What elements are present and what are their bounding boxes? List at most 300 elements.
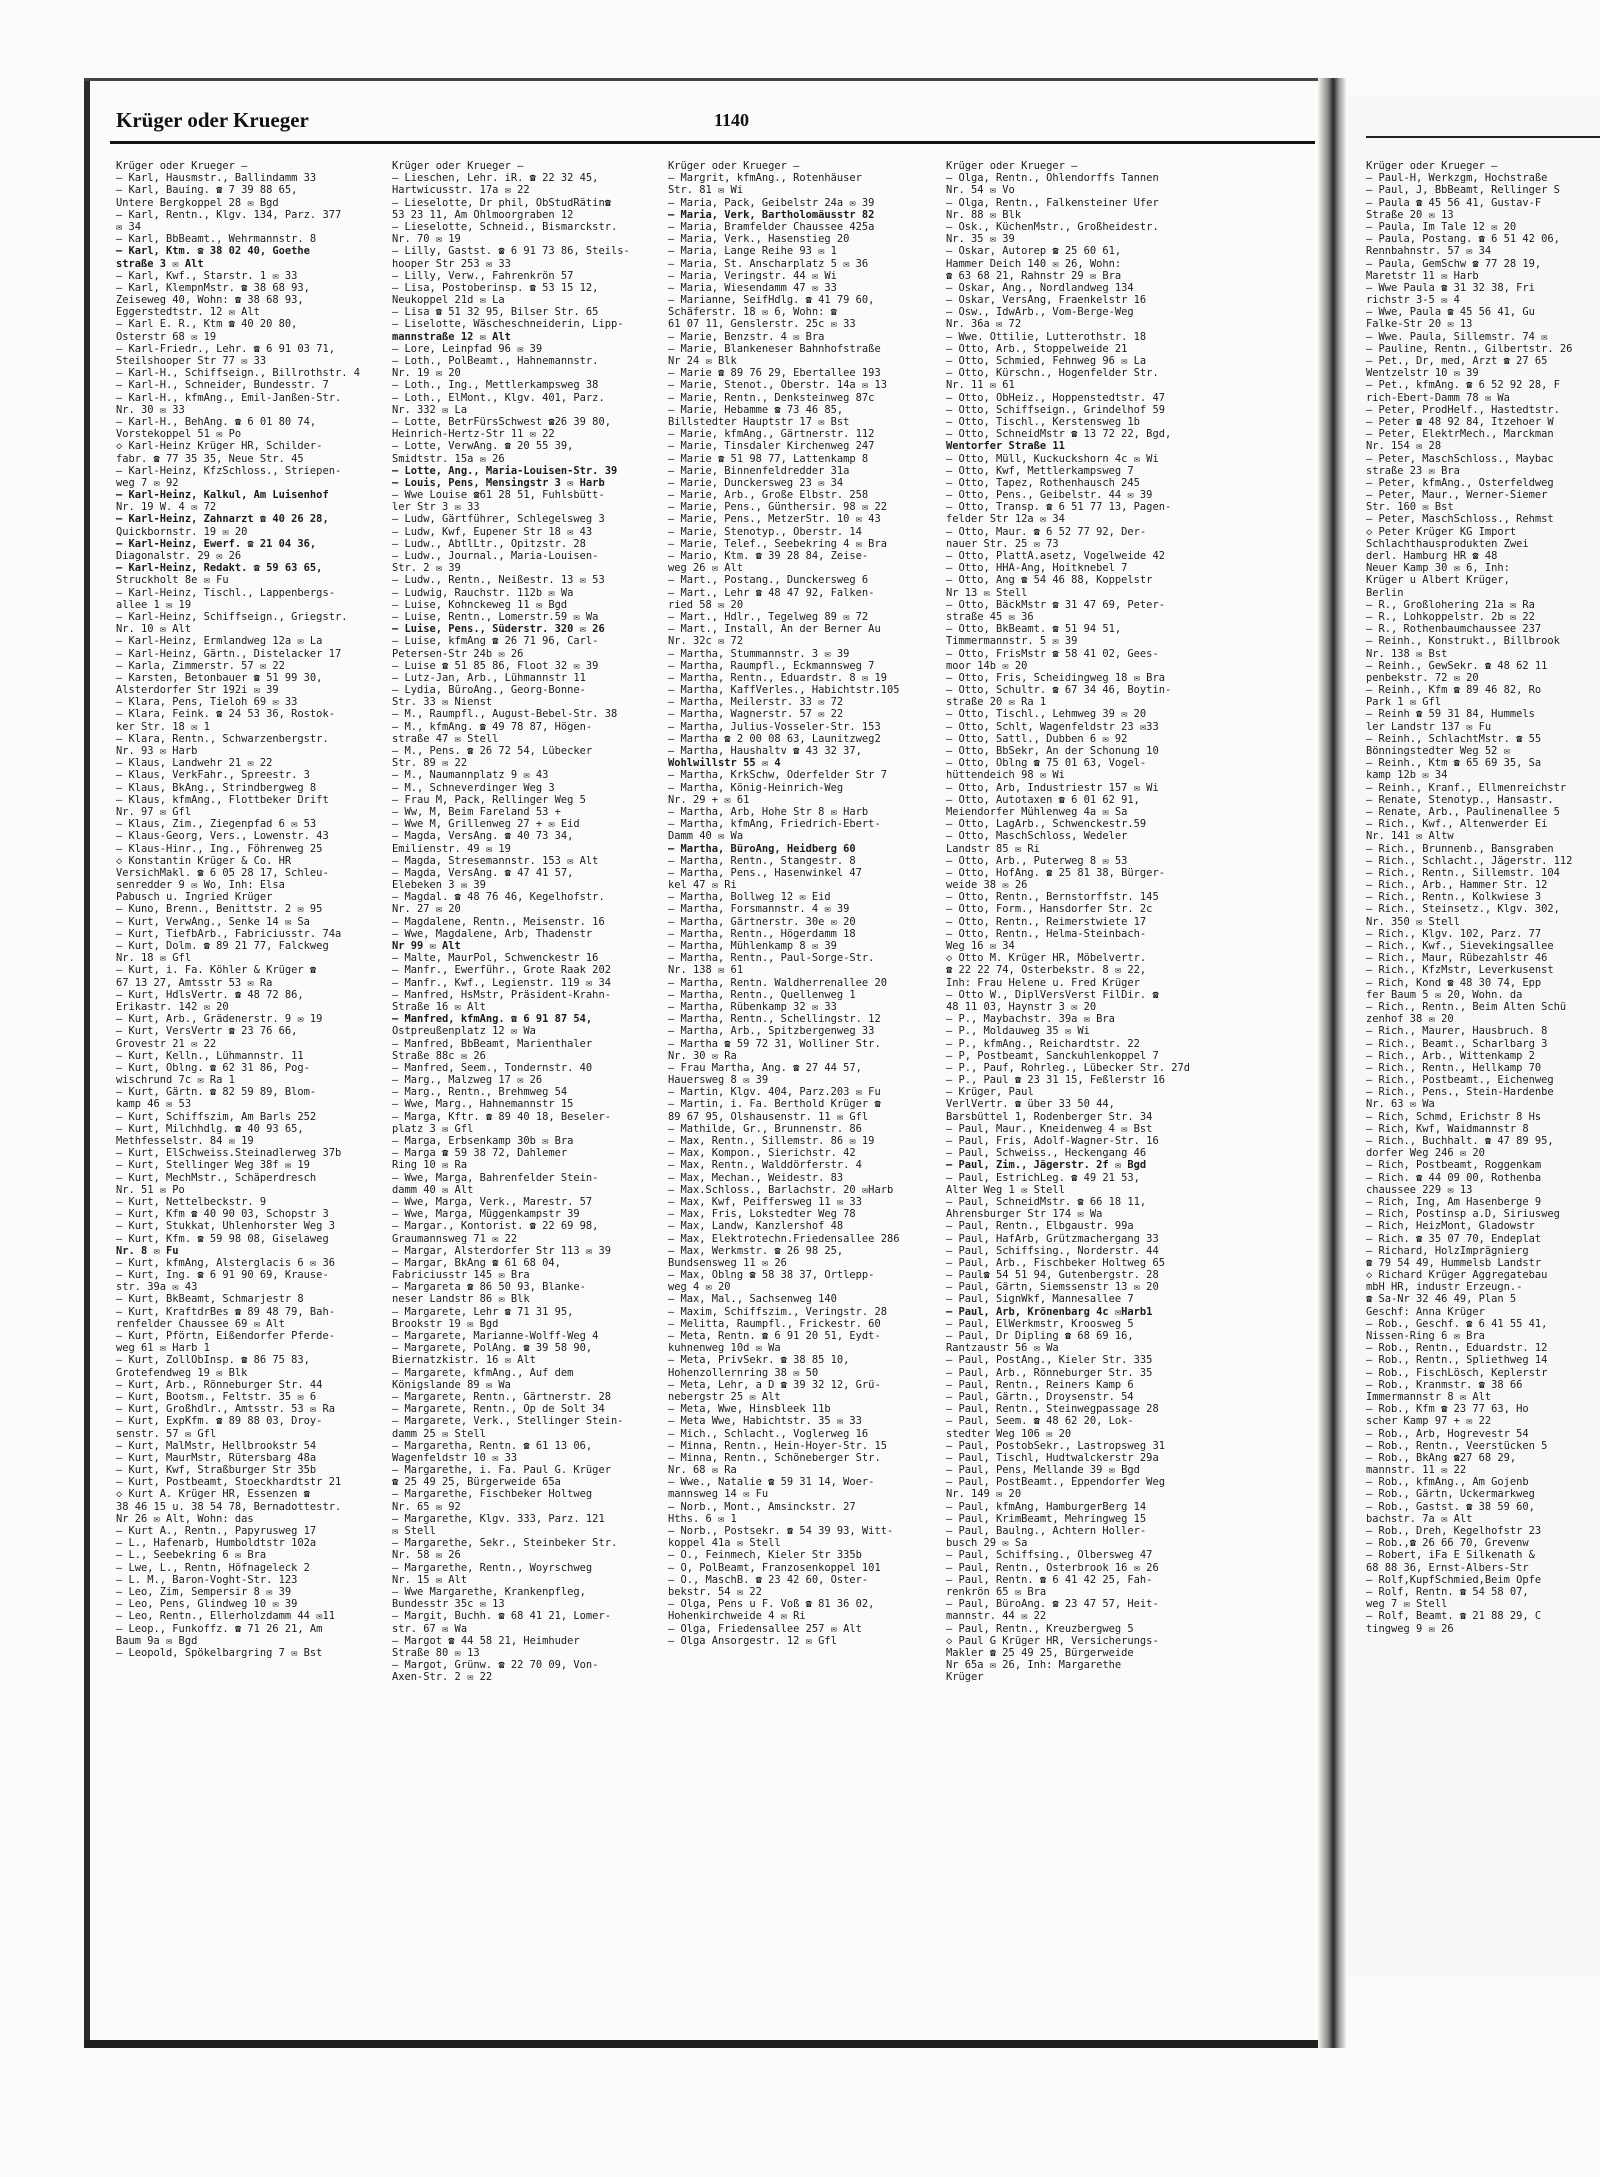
directory-entry-line: — Paul, HafArb, Grützmachergang 33 — [946, 1232, 1159, 1245]
directory-entry-line: — P., Maybachstr. 39a ✉ Bra — [946, 1013, 1115, 1026]
directory-entry-line: — Rich., Maurer, Hausbruch. 8 — [1366, 1025, 1548, 1038]
directory-entry-line: — Paul, Rentn., Osterbrook 16 ✉ 26 — [946, 1561, 1159, 1574]
directory-entry-line: Hohenkirchweide 4 ✉ Ri — [668, 1610, 806, 1623]
directory-entry-line: — Wwe, Marga, Verk., Marestr. 57 — [392, 1195, 593, 1208]
directory-entry-line: — Karl-Heinz, Zahnarzt ☎ 40 26 28, — [116, 513, 329, 526]
directory-entry-line: — Kurt, Dolm. ☎ 89 21 77, Falckweg — [116, 940, 329, 952]
directory-entry-line: — Otto, Schultr. ☎ 67 34 46, Boytin- — [946, 684, 1172, 697]
directory-entry-line: Hartwicusstr. 17a ✉ 22 — [392, 184, 530, 197]
directory-entry-line: — Paul, SignWkf, Mannesallee 7 — [946, 1293, 1134, 1306]
directory-entry-line: ◇ Konstantin Krüger & Co. HR — [116, 854, 292, 867]
directory-entry-line: — Martha, Mühlenkamp 8 ✉ 39 — [668, 940, 837, 952]
directory-entry-line: — Kurt, Kfm. ☎ 59 98 08, Giselaweg — [116, 1232, 329, 1245]
directory-entry-line: — Otto, Tapez, Rothenhausch 245 — [946, 476, 1140, 489]
directory-entry-line: Diagonalstr. 29 ✉ 26 — [116, 550, 242, 562]
directory-entry-line: ☎ 22 22 74, Osterbekstr. 8 ✉ 22, — [946, 964, 1147, 977]
directory-entry-line: — Leo, Rentn., Ellerholzdamm 44 ✉11 — [116, 1610, 335, 1623]
directory-entry-line: — Marie, Tinsdaler Kirchenweg 247 — [668, 440, 875, 453]
directory-entry-line: — Kurt, Kelln., Lühmannstr. 11 — [116, 1049, 304, 1062]
directory-entry-line: — Otto, Rentn., Reimerstwiete 17 — [946, 915, 1147, 928]
directory-entry-line: — Marg., Malzweg 17 ✉ 26 — [392, 1074, 543, 1087]
directory-entry-line: — Maria, Lange Reihe 93 ✉ 1 — [668, 245, 837, 258]
directory-entry-line: — Paul, Arb, Krönenbarg 4c ✉Harb1 — [946, 1305, 1153, 1318]
directory-entry-line: — Rich., Pens., Stein-Hardenbe — [1366, 1086, 1554, 1099]
directory-entry-line: — Kurt, Arb., Grädenerstr. 9 ✉ 19 — [116, 1013, 323, 1026]
directory-entry-line: — Leo, Zim, Sempersir 8 ✉ 39 — [116, 1585, 292, 1598]
directory-entry-line: Smidtstr. 15a ✉ 26 — [392, 452, 505, 465]
directory-entry-line: — Karl E. R., Ktm ☎ 40 20 80, — [116, 318, 298, 331]
directory-entry-line: — Marie ☎ 51 98 77, Lattenkamp 8 — [668, 452, 869, 465]
directory-entry-line: — Max, Oblng ☎ 58 38 37, Ortlepp- — [668, 1269, 875, 1282]
directory-entry-line: — Karl, Bauing. ☎ 7 39 88 65, — [116, 184, 298, 197]
directory-entry-line: — Rob., Dreh, Kegelhofstr 23 — [1366, 1525, 1542, 1537]
directory-entry-line: — M., Raumpfl., August-Bebel-Str. 38 — [392, 708, 618, 721]
directory-entry-line: — Magdal. ☎ 48 76 46, Kegelhofstr. — [392, 891, 605, 904]
directory-entry-line: — Paula, Im Tale 12 ✉ 20 — [1366, 220, 1517, 233]
directory-entry-line: — Karl-H., BehAng. ☎ 6 01 80 74, — [116, 415, 317, 428]
column-heading: Krüger oder Krueger — — [946, 160, 1078, 172]
directory-entry-line: Erikastr. 142 ✉ 20 — [116, 1000, 229, 1013]
directory-entry-line: — Wwe, Marga, Müggenkampstr 39 — [392, 1208, 580, 1221]
directory-entry-line: — Paula, Postang. ☎ 6 51 42 06, — [1366, 233, 1560, 246]
directory-entry-line: bachstr. 7a ✉ Alt — [1366, 1512, 1473, 1525]
directory-entry-line: — Marie ☎ 89 76 29, Ebertallee 193 — [668, 367, 881, 380]
directory-entry-line: — Lotte, Ang., Maria-Louisen-Str. 39 — [392, 464, 618, 477]
directory-entry-line: — Otto, BkBeamt. ☎ 51 94 51, — [946, 623, 1122, 636]
directory-entry-line: Nr 26 ✉ Alt, Wohn: das — [116, 1512, 254, 1525]
directory-entry-line: — Marie, Blankeneser Bahnhofstraße — [668, 342, 881, 355]
directory-entry-line: Nr. 32c ✉ 72 — [668, 635, 744, 648]
directory-entry-line: — M., Schneverdinger Weg 3 — [392, 781, 555, 794]
directory-entry-line: 61 07 11, Genslerstr. 25c ✉ 33 — [668, 318, 856, 331]
directory-entry-line: richstr 3-5 ✉ 4 — [1366, 294, 1460, 307]
directory-column-4 — [946, 160, 1222, 2030]
directory-entry-line: — Louis, Pens, Mensingstr 3 ✉ Harb — [392, 476, 605, 489]
directory-entry-line: — Max, Werkmstr. ☎ 26 98 25, — [668, 1244, 844, 1257]
directory-entry-line: — Meta Wwe, Habichtstr. 35 ✉ 33 — [668, 1415, 862, 1428]
directory-entry-line: — Otto, Oblng ☎ 75 01 63, Vogel- — [946, 757, 1147, 770]
directory-column-1 — [116, 160, 384, 2030]
directory-entry-line: — Margar, Alsterdorfer Str 113 ✉ 39 — [392, 1244, 611, 1257]
directory-entry-line: str. 39a ✉ 43 — [116, 1281, 198, 1294]
directory-entry-line: fer Baum 5 ✉ 20, Wohn. da — [1366, 988, 1523, 1001]
directory-entry-line: Berlin — [1366, 586, 1404, 599]
directory-entry-line: — Rich., Rentn., Beim Alten Schü — [1366, 1000, 1567, 1013]
directory-entry-line: — Otto, HHA-Ang, Hoitknebel 7 — [946, 562, 1128, 575]
directory-entry-line: — Rich., Postbeamt., Eichenweg — [1366, 1074, 1554, 1087]
directory-entry-line: hooper Str 253 ✉ 33 — [392, 257, 511, 270]
directory-entry-line: — Minna, Rentn., Schöneberger Str. — [668, 1451, 881, 1464]
directory-entry-line: Untere Bergkoppel 28 ✉ Bgd — [116, 196, 279, 209]
directory-entry-line: dorfer Weg 246 ✉ 20 — [1366, 1147, 1485, 1160]
running-head: Krüger oder Krueger — [116, 108, 309, 132]
directory-entry-line: — Margarete, kfmAng., Auf dem — [392, 1366, 574, 1379]
directory-entry-line: straße 47 ✉ Stell — [392, 732, 499, 745]
directory-entry-line: Schäferstr. 18 ✉ 6, Wohn: ☎ — [668, 306, 837, 319]
directory-entry-line: — Kurt, Postbeamt, Stoeckhardtstr 21 — [116, 1476, 342, 1489]
directory-entry-line: — Marie, Telef., Seebekring 4 ✉ Bra — [668, 537, 887, 550]
directory-entry-line: — Paula ☎ 45 56 41, Gustav-F — [1366, 196, 1542, 209]
directory-entry-line: kel 47 ✉ Ri — [668, 879, 737, 892]
directory-entry-line: — Mart., Install, An der Berner Au — [668, 623, 881, 636]
directory-entry-line: — Otto, HofAng. ☎ 25 81 38, Bürger- — [946, 866, 1165, 879]
directory-entry-line: — Reinh., Kranf., Ellmenreichstr — [1366, 781, 1567, 794]
directory-entry-line: — Manfred, Seem., Tondernstr. 40 — [392, 1061, 593, 1074]
directory-entry-line: — Rich, Ing, Am Hasenberge 9 — [1366, 1195, 1542, 1208]
directory-entry-line: — Paul, Schiffsing., Norderstr. 44 — [946, 1244, 1159, 1257]
directory-entry-line: moor 14b ✉ 20 — [946, 659, 1028, 672]
directory-entry-line: — Rolf,KupfSchmied,Beim Opfe — [1366, 1573, 1542, 1586]
directory-entry-line: 89 67 95, Olshausenstr. 11 ✉ Gfl — [668, 1110, 869, 1123]
directory-entry-line: — Peter ☎ 48 92 84, Itzehoer W — [1366, 415, 1554, 428]
directory-entry-line: — Rich, HeizMont, Gladowstr — [1366, 1220, 1535, 1233]
directory-entry-line: Nr. 19 ✉ 20 — [392, 367, 461, 380]
directory-entry-line: 67 13 27, Amtsstr 53 ✉ Ra — [116, 976, 273, 989]
directory-entry-line: — Reinh., SchlachtMstr. ☎ 55 — [1366, 732, 1542, 745]
directory-entry-line: Nr. 138 ✉ Bst — [1366, 647, 1448, 660]
directory-entry-line: — Marie, Binnenfeldredder 31a — [668, 464, 850, 477]
directory-entry-line: Bönningstedter Weg 52 ✉ — [1366, 745, 1510, 757]
directory-entry-line: mannstraße 12 ✉ Alt — [392, 330, 511, 343]
directory-entry-line: 53 23 11, Am Ohlmoorgraben 12 — [392, 208, 574, 221]
directory-entry-line: — Peter, MaschSchloss., Rehmst — [1366, 513, 1554, 526]
directory-entry-line: — Otto, Rentn., Bernstorffstr. 145 — [946, 891, 1159, 904]
directory-entry-line: — Osk., KüchenMstr., Großheidestr. — [946, 220, 1159, 233]
directory-entry-line: senredder 9 ✉ Wo, Inh: Elsa — [116, 879, 285, 892]
directory-entry-line: — Margit, Buchh. ☎ 68 41 21, Lomer- — [392, 1610, 611, 1623]
directory-entry-line: — Kurt, KraftdrBes ☎ 89 48 79, Bah- — [116, 1305, 335, 1318]
directory-entry-line: — Mart., Lehr ☎ 48 47 92, Falken- — [668, 586, 875, 599]
directory-entry-line: nauer Str. 25 ✉ 73 — [946, 537, 1059, 550]
directory-entry-line: — Paul, BüroAng. ☎ 23 47 57, Heit- — [946, 1598, 1159, 1611]
directory-entry-line: Falke-Str 20 ✉ 13 — [1366, 318, 1473, 331]
directory-entry-line: — Kurt, VerwAng., Senke 14 ✉ Sa — [116, 915, 310, 928]
directory-entry-line: — Otto, Tischl., Kerstensweg 1b — [946, 415, 1140, 428]
directory-entry-line: — Rolf, Rentn. ☎ 54 58 07, — [1366, 1585, 1529, 1598]
directory-entry-line: — Martha, König-Heinrich-Weg — [668, 781, 844, 794]
directory-entry-line: — Magdalene, Rentn., Meisenstr. 16 — [392, 915, 605, 928]
directory-entry-line: Bundsensweg 11 ✉ 26 — [668, 1256, 787, 1269]
directory-entry-line: — Rich, Postinsp a.D, Siriusweg — [1366, 1208, 1560, 1221]
directory-entry-line: — Paula, GemSchw ☎ 77 28 19, — [1366, 257, 1542, 270]
directory-entry-line: — Lilly, Gastst. ☎ 6 91 73 86, Steils- — [392, 245, 630, 258]
directory-entry-line: — Martha, Haushaltv ☎ 43 32 37, — [668, 745, 862, 757]
directory-entry-line: — Marie, Stenotyp., Oberstr. 14 — [668, 525, 862, 538]
directory-entry-line: — Paul, Zim., Jägerstr. 2f ✉ Bgd — [946, 1159, 1147, 1172]
directory-entry-line: — Karla, Zimmerstr. 57 ✉ 22 — [116, 659, 285, 672]
directory-entry-line: — Otto, Müll, Kuckuckshorn 4c ✉ Wi — [946, 452, 1159, 465]
directory-entry-line: — Kurt, Nettelbeckstr. 9 — [116, 1195, 267, 1208]
directory-entry-line: — Otto, Rentn., Helma-Steinbach- — [946, 927, 1147, 940]
directory-entry-line: — Mathilde, Gr., Brunnenstr. 86 — [668, 1122, 862, 1135]
directory-entry-line: — Rob., Gärtn, Uckermarkweg — [1366, 1488, 1535, 1501]
directory-entry-line: — Kurt A., Rentn., Papyrusweg 17 — [116, 1525, 317, 1537]
directory-entry-line: mannstr. 44 ✉ 22 — [946, 1610, 1047, 1623]
directory-entry-line: — Klaus-Hinr., Ing., Föhrenweg 25 — [116, 842, 323, 855]
directory-entry-line: — Martha, kfmAng, Friedrich-Ebert- — [668, 818, 881, 831]
directory-entry-line: ◇ Richard Krüger Aggregatebau — [1366, 1269, 1548, 1282]
facing-page-rule — [1366, 136, 1600, 138]
directory-entry-line: Nr 65a ✉ 26, Inh: Margarethe — [946, 1659, 1122, 1672]
directory-entry-line: — Mario, Ktm. ☎ 39 28 84, Zeise- — [668, 550, 869, 562]
directory-entry-line: — Karl, Rentn., Klgv. 134, Parz. 377 — [116, 208, 342, 221]
directory-entry-line: neser Landstr 86 ✉ Blk — [392, 1293, 530, 1306]
directory-entry-line: Nr. 88 ✉ Blk — [946, 208, 1022, 221]
directory-entry-line: — Kurt, ElSchweiss.Steinadlerweg 37b — [116, 1147, 342, 1160]
directory-entry-line: Nr. 97 ✉ Gfl — [116, 805, 192, 818]
directory-entry-line: — P., Moldauweg 35 ✉ Wi — [946, 1025, 1090, 1038]
directory-entry-line: ◇ Otto M. Krüger HR, Möbelvertr. — [946, 952, 1147, 965]
directory-entry-line: — Norb., Mont., Amsinckstr. 27 — [668, 1500, 856, 1513]
directory-entry-line: mannsweg 14 ✉ Fu — [668, 1488, 769, 1501]
directory-entry-line: — Kurt, HdlsVertr. ☎ 48 72 86, — [116, 988, 304, 1001]
directory-entry-line: — Martha, Rentn., Quellenweg 1 — [668, 988, 856, 1001]
directory-entry-line: — Mich., Schlacht., Voglerweg 16 — [668, 1427, 869, 1440]
directory-entry-line: — Margot ☎ 44 58 21, Heimhuder — [392, 1634, 580, 1647]
directory-entry-line: ◇ Karl-Heinz Krüger HR, Schilder- — [116, 440, 323, 453]
directory-entry-line: — Otto, PlattA.asetz, Vogelweide 42 — [946, 550, 1165, 562]
directory-entry-line: — Margarete, Lehr ☎ 71 31 95, — [392, 1305, 574, 1318]
directory-entry-line: Rennbahnstr. 57 ✉ 34 — [1366, 245, 1492, 258]
directory-entry-line: — Martha, Rentn., Eduardstr. 8 ✉ 19 — [668, 671, 887, 684]
directory-entry-line: — Otto, FrisMstr ☎ 58 41 02, Gees- — [946, 647, 1159, 660]
directory-entry-line: Nr. 332 ✉ La — [392, 403, 468, 416]
directory-entry-line: — Otto, Schlt, Wagenfeldstr 23 ✉33 — [946, 720, 1159, 733]
directory-entry-line: — Kurt, ZollObInsp. ☎ 86 75 83, — [116, 1354, 310, 1367]
directory-entry-line: — Max, Mal., Sachsenweg 140 — [668, 1293, 837, 1306]
directory-entry-line: — Max, Kompon., Sierichstr. 42 — [668, 1147, 856, 1160]
directory-entry-line: Struckholt 8e ✉ Fu — [116, 574, 229, 587]
directory-entry-line: — Martha ☎ 59 72 31, Wolliner Str. — [668, 1037, 881, 1050]
directory-entry-line: — Karl, Ktm. ☎ 38 02 40, Goethe — [116, 245, 310, 258]
directory-entry-line: Petersen-Str 24b ✉ 26 — [392, 647, 524, 660]
directory-entry-line: — Kurt, BkBeamt, Schmarjestr 8 — [116, 1293, 304, 1306]
directory-entry-line: — Rich, Schmd, Erichstr 8 Hs — [1366, 1110, 1542, 1123]
directory-entry-line: — Marie, Benzstr. 4 ✉ Bra — [668, 330, 825, 343]
directory-entry-line: — Martha, Rentn., Högerdamm 18 — [668, 927, 856, 940]
directory-entry-line: rich-Ebert-Damm 78 ✉ Wa — [1366, 391, 1510, 404]
column-heading: Krüger oder Krueger — — [116, 160, 248, 172]
directory-entry-line: — Kurt, TiefbArb., Fabriciusstr. 74a — [116, 927, 342, 940]
directory-entry-line: kamp 46 ✉ 53 — [116, 1098, 192, 1111]
directory-entry-line: fabr. ☎ 77 35 35, Neue Str. 45 — [116, 452, 304, 465]
directory-entry-line: — Martha, Julius-Vosseler-Str. 153 — [668, 720, 881, 733]
directory-entry-line: Nr. 350 ✉ Stell — [1366, 915, 1460, 928]
directory-entry-line: — Kurt, Kwf, Straßburger Str 35b — [116, 1464, 317, 1477]
directory-entry-line: — Luise ☎ 51 85 86, Floot 32 ✉ 39 — [392, 659, 599, 672]
directory-entry-line: — Rich. ☎ 35 07 70, Endeplat — [1366, 1232, 1542, 1245]
directory-entry-line: — Karl, KlempnMstr. ☎ 38 68 93, — [116, 281, 310, 294]
directory-entry-line: — Martin, Klgv. 404, Parz.203 ✉ Fu — [668, 1086, 881, 1099]
directory-entry-line: — Paul, Pens, Mellande 39 ✉ Bgd — [946, 1464, 1140, 1477]
directory-entry-line: — Lotte, VerwAng. ☎ 20 55 39, — [392, 440, 574, 453]
directory-entry-line: — P, Postbeamt, Sanckuhlenkoppel 7 — [946, 1049, 1159, 1062]
directory-entry-line: straße 20 ✉ Ra 1 — [946, 696, 1047, 709]
directory-entry-line: — Wwe, Paula ☎ 45 56 41, Gu — [1366, 306, 1535, 319]
directory-entry-line: — Maria, Bramfelder Chaussee 425a — [668, 220, 875, 233]
directory-entry-line: — Margarethe, i. Fa. Paul G. Krüger — [392, 1464, 611, 1477]
directory-entry-line: — Otto, Transp. ☎ 6 51 77 13, Pagen- — [946, 501, 1172, 514]
directory-entry-line: chaussee 229 ✉ 13 — [1366, 1183, 1473, 1196]
directory-entry-line: — M., Naumannplatz 9 ✉ 43 — [392, 769, 549, 782]
directory-entry-line: — Rich., Steinsetz., Klgv. 302, — [1366, 903, 1560, 916]
directory-entry-line: — Otto, MaschSchloss, Wedeler — [946, 830, 1128, 843]
directory-entry-line: — Peter, ElektrMech., Marckman — [1366, 428, 1554, 441]
directory-entry-line: — Kurt, VersVertr ☎ 23 76 66, — [116, 1025, 298, 1038]
directory-entry-line: — Wwe, Marga, Bahrenfelder Stein- — [392, 1171, 599, 1184]
directory-entry-line: — Manfr., Ewerführ., Grote Raak 202 — [392, 964, 611, 977]
directory-entry-line: — Olga, Rentn., Falkensteiner Ufer — [946, 196, 1159, 209]
directory-entry-line: — Otto, Schiffseign., Grindelhof 59 — [946, 403, 1165, 416]
directory-entry-line: Nr. 68 ✉ Ra — [668, 1464, 737, 1477]
directory-entry-line: — Wwe., Natalie ☎ 59 31 14, Woer- — [668, 1476, 875, 1489]
directory-entry-line: — Ludw., Rentn., Neißestr. 13 ✉ 53 — [392, 574, 605, 587]
directory-entry-line: — Kuno, Brenn., Benittstr. 2 ✉ 95 — [116, 903, 323, 916]
directory-entry-line: — Rob.,☎ 26 66 70, Grevenw — [1366, 1537, 1529, 1550]
directory-entry-line: Billstedter Hauptstr 17 ✉ Bst — [668, 415, 850, 428]
directory-entry-line: — Ludw., Journal., Maria-Louisen- — [392, 550, 599, 562]
directory-entry-line: — Martha, Arb, Hohe Str 8 ✉ Harb — [668, 805, 869, 818]
directory-entry-line: — Wwe Louise ☎61 28 51, Fuhlsbütt- — [392, 489, 605, 502]
directory-entry-line: — Max, Mechan., Weidestr. 83 — [668, 1171, 844, 1184]
directory-entry-line: — Paul, Rentn. ☎ 6 41 42 25, Fah- — [946, 1573, 1153, 1586]
directory-entry-line: mbH HR, industr Erzeugn.- — [1366, 1281, 1523, 1294]
directory-entry-line: Nr. 63 ✉ Wa — [1366, 1098, 1435, 1111]
directory-entry-line: — Malte, MaurPol, Schwenckestr 16 — [392, 952, 599, 965]
directory-entry-line: — Lore, Leinpfad 96 ✉ 39 — [392, 342, 543, 355]
directory-entry-line: — Ludwig, Rauchstr. 112b ✉ Wa — [392, 586, 574, 599]
directory-entry-line: — Marie, Pens., Günthersir. 98 ✉ 22 — [668, 501, 887, 514]
directory-entry-line: Nr. 15 ✉ Alt — [392, 1573, 468, 1586]
directory-entry-line: — Rolf, Beamt. ☎ 21 88 29, C — [1366, 1610, 1542, 1623]
directory-entry-line: Straße 16 ✉ Alt — [392, 1000, 486, 1013]
directory-entry-line: — Otto, Maur. ☎ 6 52 77 92, Der- — [946, 525, 1147, 538]
directory-entry-line: Hammer Deich 140 ✉ 26, Wohn: — [946, 257, 1122, 270]
directory-entry-line: — Maria, Wiesendamm 47 ✉ 33 — [668, 281, 837, 294]
directory-entry-line: nebergstr 25 ✉ Alt — [668, 1390, 781, 1403]
directory-entry-line: — Paul, Gärtn, Siemssenstr 13 ✉ 20 — [946, 1281, 1159, 1294]
directory-entry-line: straße 45 ✉ 36 — [946, 610, 1034, 623]
directory-entry-line: — Karl-Heinz, KfzSchloss., Striepen- — [116, 464, 342, 477]
directory-entry-line: — Martha, KaffVerles., Habichtstr.105 — [668, 684, 900, 697]
directory-entry-line: — Oskar, VersAng, Fraenkelstr 16 — [946, 294, 1147, 307]
directory-entry-line: — Karl-Friedr., Lehr. ☎ 6 91 03 71, — [116, 342, 335, 355]
directory-entry-line: — Leo, Pens, Glindweg 10 ✉ 39 — [116, 1598, 298, 1611]
directory-entry-line: renkrön 65 ✉ Bra — [946, 1585, 1047, 1598]
directory-entry-line: — Paul, Rentn., Kreuzbergweg 5 — [946, 1622, 1134, 1635]
directory-entry-line: — Paul, J, BbBeamt, Rellinger S — [1366, 184, 1560, 197]
directory-entry-line: — Klaus, VerkFahr., Spreestr. 3 — [116, 769, 310, 782]
directory-entry-line: — Karl-Heinz, Kalkul, Am Luisenhof — [116, 489, 329, 502]
directory-entry-line: — Kurt, i. Fa. Köhler & Krüger ☎ — [116, 964, 317, 977]
directory-entry-line: — Max, Kwf, Peiffersweg 11 ✉ 33 — [668, 1195, 862, 1208]
directory-entry-line: — Magda, VersAng. ☎ 40 73 34, — [392, 830, 574, 843]
directory-entry-line: Nr. 29 + ✉ 61 — [668, 793, 750, 806]
directory-entry-line: — Ludw, Gärtführer, Schlegelsweg 3 — [392, 513, 605, 526]
directory-entry-line: — Margarethe, Sekr., Steinbeker Str. — [392, 1537, 618, 1550]
directory-entry-line: — Otto, LagArb., Schwenckestr.59 — [946, 818, 1147, 831]
directory-entry-line: — Rich., Beamt., Scharlbarg 3 — [1366, 1037, 1548, 1050]
directory-entry-line: — Paul, Baulng., Achtern Holler- — [946, 1525, 1147, 1537]
directory-entry-line: — Pet., kfmAng. ☎ 6 52 92 28, F — [1366, 379, 1560, 392]
directory-entry-line: zenhof 38 ✉ 20 — [1366, 1013, 1454, 1026]
directory-entry-line: — L. M., Baron-Voght-Str. 123 — [116, 1573, 298, 1586]
directory-entry-line: — Lisa, Postoberinsp. ☎ 53 15 12, — [392, 281, 599, 294]
directory-entry-line: Nr. 70 ✉ 19 — [392, 233, 461, 246]
directory-entry-line: — Marie, Arb., Große Elbstr. 258 — [668, 489, 869, 502]
directory-entry-line: — Loth., ElMont., Klgv. 401, Parz. — [392, 391, 605, 404]
directory-entry-line: hüttendeich 98 ✉ Wi — [946, 769, 1065, 782]
directory-entry-line: — Marie, Hebamme ☎ 73 46 85, — [668, 403, 844, 416]
directory-entry-line: — Martha, Rentn., Schellingstr. 12 — [668, 1013, 881, 1026]
directory-entry-line: Nr. 30 ✉ 33 — [116, 403, 185, 416]
directory-entry-line: — Max, Rentn., Walddörferstr. 4 — [668, 1159, 862, 1172]
directory-entry-line: — R., Lohkoppelstr. 2b ✉ 22 — [1366, 610, 1535, 623]
directory-entry-line: — Maria, St. Anscharplatz 5 ✉ 36 — [668, 257, 869, 270]
directory-entry-line: — Margareta ☎ 86 50 93, Blanke- — [392, 1281, 586, 1294]
directory-entry-line: weg 7 ✉ 92 — [116, 476, 179, 489]
directory-entry-line: Methfesselstr. 84 ✉ 19 — [116, 1135, 254, 1147]
directory-entry-line: Königslande 89 ✉ Wa — [392, 1378, 511, 1391]
directory-entry-line: — Reinh., Kfm ☎ 89 46 82, Ro — [1366, 684, 1542, 697]
directory-entry-line: — Rich., KfzMstr, Leverkusenst — [1366, 964, 1554, 977]
directory-entry-line: — Olga, Friedensallee 257 ✉ Alt — [668, 1622, 862, 1635]
directory-entry-line: — Otto, Sattl., Dubben 6 ✉ 92 — [946, 732, 1128, 745]
book-gutter — [1318, 78, 1346, 2048]
directory-entry-line: — Magda, VersAng. ☎ 47 41 57, — [392, 866, 574, 879]
directory-entry-line: Osterstr 68 ✉ 19 — [116, 330, 217, 343]
directory-entry-line: — Rich., Arb., Hammer Str. 12 — [1366, 879, 1548, 892]
directory-entry-line: — Paul, PostobSekr., Lastropsweg 31 — [946, 1439, 1165, 1452]
directory-entry-line: — Richard, HolzImprägnierg — [1366, 1244, 1529, 1257]
directory-entry-line: — Manfred, BbBeamt, Marienthaler — [392, 1037, 593, 1050]
directory-entry-line: — Reinh ☎ 59 31 84, Hummels — [1366, 708, 1535, 721]
directory-column-3 — [668, 160, 940, 2030]
directory-entry-line: — Ludw, Kwf, Eupener Str 18 ✉ 43 — [392, 525, 593, 538]
directory-entry-line: — P., Paul ☎ 23 31 15, Feßlerstr 16 — [946, 1074, 1165, 1087]
directory-entry-line: — Loth., Ing., Mettlerkampsweg 38 — [392, 379, 599, 392]
directory-entry-line: Wentzelstr 10 ✉ 39 — [1366, 367, 1479, 380]
directory-entry-line: — Rob., kfmAng., Am Gojenb — [1366, 1476, 1529, 1489]
directory-entry-line: — Kurt, Ing. ☎ 6 91 90 69, Krause- — [116, 1269, 329, 1282]
directory-entry-line: — Lisa ☎ 51 32 95, Bilser Str. 65 — [392, 306, 599, 319]
directory-entry-line: — Manfred, kfmAng. ☎ 6 91 87 54, — [392, 1013, 593, 1026]
directory-entry-line: — Olga, Pens u F. Voß ☎ 81 36 02, — [668, 1598, 875, 1611]
directory-entry-line: — Maria, Verk, Bartholomäusstr 82 — [668, 208, 875, 221]
directory-entry-line: ☎ Sa-Nr 32 46 49, Plan 5 — [1366, 1293, 1517, 1306]
directory-entry-line: — Max, Landw, Kanzlershof 48 — [668, 1220, 844, 1233]
directory-entry-line: Nr 99 ✉ Alt — [392, 940, 461, 952]
directory-entry-line: — Martha, Forsmannstr. 4 ✉ 39 — [668, 903, 850, 916]
directory-entry-line: — P., Pauf, Rohrleg., Lübecker Str. 27d — [946, 1061, 1190, 1074]
directory-entry-line: — Rob., Rentn., Veerstücken 5 — [1366, 1439, 1548, 1452]
directory-entry-line: Str. 2 ✉ 39 — [392, 562, 461, 575]
directory-entry-line: — Martha, Pens., Hasenwinkel 47 — [668, 866, 862, 879]
directory-column-2 — [392, 160, 660, 2030]
directory-entry-line: — Ludw., AbtlLtr., Opitzstr. 28 — [392, 537, 586, 550]
directory-entry-line: — Kurt, MaurMstr, Rütersbarg 48a — [116, 1451, 317, 1464]
directory-entry-line: — Kurt, MechMstr., Schäperdresch — [116, 1171, 317, 1184]
directory-entry-line: Nr. 10 ✉ Alt — [116, 623, 192, 636]
directory-entry-line: — Kurt, Oblng. ☎ 62 31 86, Pog- — [116, 1061, 310, 1074]
directory-entry-line: — Otto W., DiplVersVerst FilDir. ☎ — [946, 988, 1159, 1001]
directory-entry-line: — Paul, Seem. ☎ 48 62 20, Lok- — [946, 1415, 1134, 1428]
directory-entry-line: Ahrensburger Str 174 ✉ Wa — [946, 1208, 1103, 1221]
directory-entry-line: stedter Weg 106 ✉ 20 — [946, 1427, 1072, 1440]
directory-entry-line: — O, PolBeamt, Franzosenkoppel 101 — [668, 1561, 881, 1574]
directory-entry-line: Inh: Frau Helene u. Fred Krüger — [946, 976, 1140, 989]
directory-entry-line: — Karl-H., kfmAng., Emil-Janßen-Str. — [116, 391, 342, 404]
